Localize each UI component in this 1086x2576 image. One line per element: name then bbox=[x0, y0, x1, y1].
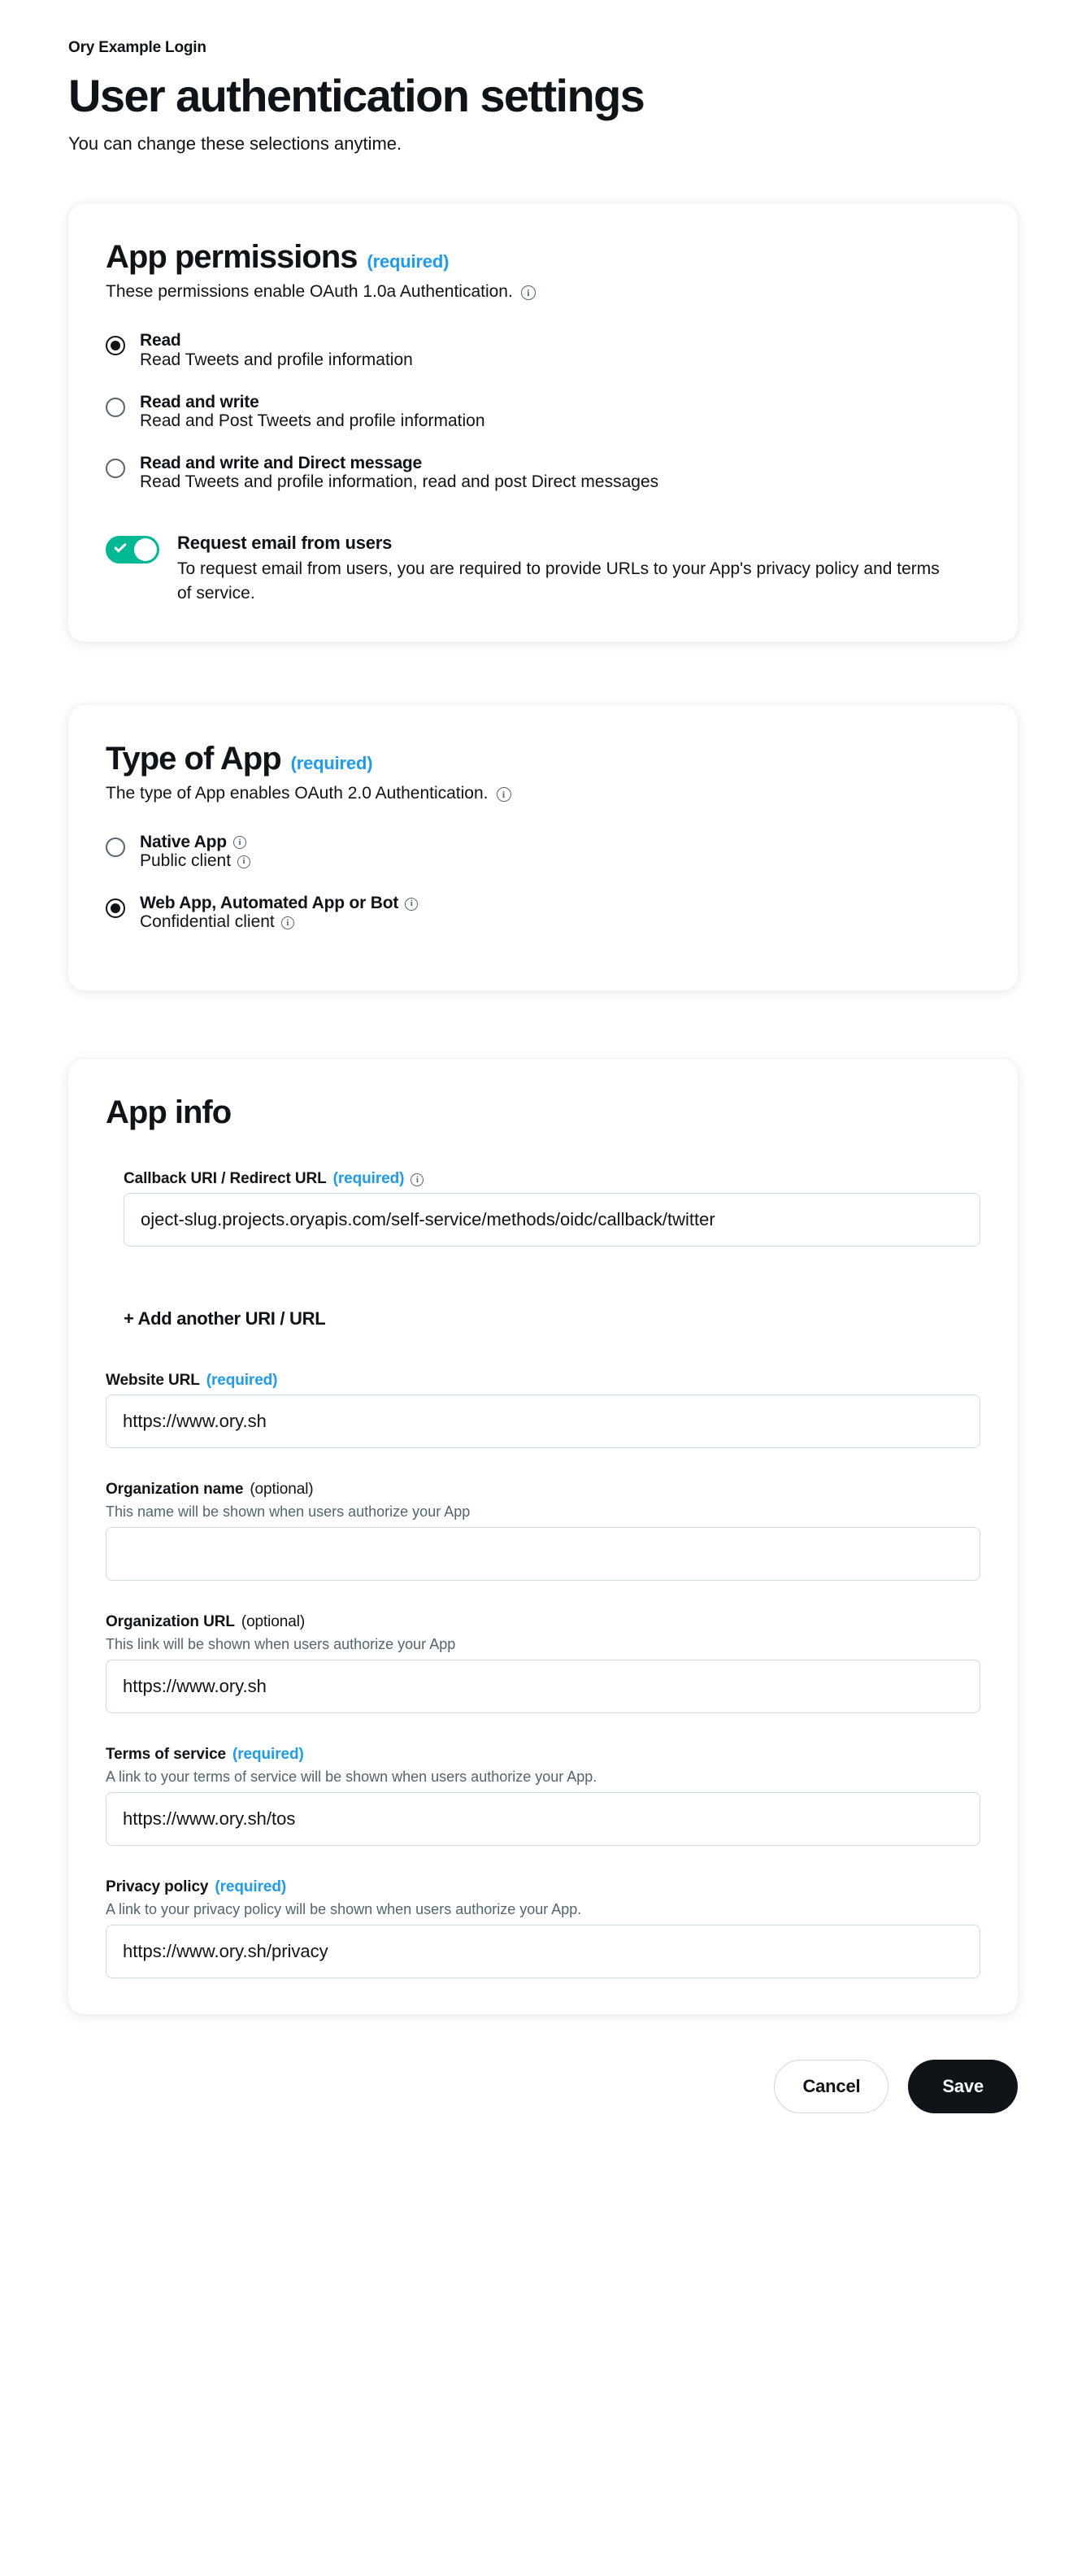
organization-name-optional-tag: (optional) bbox=[250, 1481, 314, 1499]
website-url-label bbox=[106, 1372, 980, 1390]
callback-uri-required-tag: (required) bbox=[332, 1170, 405, 1188]
cancel-button[interactable]: Cancel bbox=[774, 2060, 888, 2113]
callback-uri-label-text: Callback URI / Redirect URL bbox=[124, 1170, 327, 1188]
organization-url-help: This link will be shown when users authorize your App bbox=[106, 1636, 456, 1653]
organization-url-label bbox=[106, 1613, 980, 1631]
website-url-label-text: Website URL bbox=[106, 1372, 200, 1390]
radio-option-native-app[interactable] bbox=[106, 833, 980, 871]
terms-of-service-label-text: Terms of service bbox=[106, 1746, 227, 1764]
app-permissions-description bbox=[106, 282, 980, 302]
privacy-policy-help: A link to your privacy policy will be shown when users authorize your App. bbox=[106, 1901, 582, 1918]
organization-url-field bbox=[106, 1613, 980, 1713]
radio-option-web-app[interactable] bbox=[106, 894, 980, 932]
app-permissions-title bbox=[106, 239, 980, 276]
terms-of-service-label bbox=[106, 1746, 980, 1764]
organization-name-help: This name will be shown when users authorize your App bbox=[106, 1503, 471, 1521]
radio-sublabel: Read Tweets and profile information, read and post Direct messages bbox=[140, 472, 659, 492]
info-icon[interactable]: i bbox=[405, 898, 418, 911]
info-icon[interactable]: i bbox=[237, 855, 250, 868]
website-url-required-tag: (required) bbox=[206, 1372, 278, 1390]
organization-name-label bbox=[106, 1481, 980, 1499]
radio-label bbox=[140, 894, 418, 912]
request-email-description: To request email from users, you are required to provide URLs to your App's privacy policy and terms of service. bbox=[177, 559, 940, 603]
website-url-input[interactable] bbox=[106, 1395, 980, 1448]
type-of-app-description-text: The type of App enables OAuth 2.0 Authentication. bbox=[106, 783, 489, 803]
privacy-policy-required-tag: (required) bbox=[215, 1878, 287, 1896]
privacy-policy-label-text: Privacy policy bbox=[106, 1878, 209, 1896]
app-info-card bbox=[68, 1059, 1018, 2014]
radio-indicator[interactable] bbox=[106, 336, 125, 355]
callback-uri-label bbox=[124, 1170, 980, 1188]
callback-uri-input[interactable] bbox=[124, 1193, 980, 1247]
info-icon[interactable]: i bbox=[497, 787, 511, 802]
type-of-app-required-tag: (required) bbox=[290, 752, 373, 773]
app-info-title-text: App info bbox=[106, 1094, 232, 1131]
app-permissions-description-text: These permissions enable OAuth 1.0a Authentication. bbox=[106, 282, 513, 302]
radio-label: Read and write bbox=[140, 392, 259, 411]
radio-option-read[interactable] bbox=[106, 331, 980, 369]
radio-text bbox=[140, 393, 485, 431]
radio-label-text: Native App bbox=[140, 832, 227, 851]
add-another-uri-button[interactable]: + Add another URI / URL bbox=[124, 1308, 326, 1329]
radio-option-read-write[interactable] bbox=[106, 393, 980, 431]
radio-indicator[interactable] bbox=[106, 838, 125, 857]
radio-label: Read bbox=[140, 331, 181, 350]
request-email-toggle[interactable] bbox=[106, 536, 159, 564]
privacy-policy-label bbox=[106, 1878, 980, 1896]
terms-of-service-input[interactable] bbox=[106, 1792, 980, 1846]
brand-label: Ory Example Login bbox=[68, 39, 206, 56]
page-subtitle: You can change these selections anytime. bbox=[68, 133, 402, 154]
radio-sublabel-text: Public client bbox=[140, 851, 232, 870]
request-email-toggle-row[interactable] bbox=[106, 533, 980, 606]
info-icon[interactable]: i bbox=[281, 916, 294, 929]
page-title: User authentication settings bbox=[68, 70, 645, 121]
type-of-app-description bbox=[106, 784, 980, 803]
radio-indicator[interactable] bbox=[106, 459, 125, 478]
radio-sublabel bbox=[140, 912, 418, 932]
check-icon bbox=[114, 540, 127, 553]
radio-sublabel-text: Confidential client bbox=[140, 912, 275, 932]
organization-name-input[interactable] bbox=[106, 1527, 980, 1581]
website-url-field bbox=[106, 1372, 980, 1448]
radio-label bbox=[140, 833, 250, 851]
organization-name-label-text: Organization name bbox=[106, 1481, 244, 1499]
form-actions bbox=[68, 2060, 1018, 2113]
type-of-app-title bbox=[106, 741, 980, 777]
app-permissions-radio-group bbox=[106, 331, 980, 492]
organization-url-optional-tag: (optional) bbox=[241, 1613, 306, 1631]
save-button[interactable]: Save bbox=[908, 2060, 1018, 2113]
radio-indicator[interactable] bbox=[106, 398, 125, 417]
request-email-title: Request email from users bbox=[177, 533, 393, 554]
radio-sublabel: Read Tweets and profile information bbox=[140, 350, 413, 369]
radio-text bbox=[140, 331, 413, 369]
organization-url-label-text: Organization URL bbox=[106, 1613, 235, 1631]
radio-option-read-write-dm[interactable] bbox=[106, 454, 980, 492]
radio-label-text: Web App, Automated App or Bot bbox=[140, 894, 399, 913]
type-of-app-card bbox=[68, 705, 1018, 990]
radio-label: Read and write and Direct message bbox=[140, 453, 423, 472]
page-header bbox=[0, 0, 1086, 154]
request-email-text bbox=[177, 533, 958, 606]
radio-text bbox=[140, 894, 418, 932]
app-permissions-title-text: App permissions bbox=[106, 239, 358, 276]
radio-sublabel bbox=[140, 851, 250, 871]
callback-uri-field bbox=[106, 1170, 980, 1247]
type-of-app-title-text: Type of App bbox=[106, 740, 281, 777]
radio-sublabel: Read and Post Tweets and profile information bbox=[140, 411, 485, 430]
privacy-policy-input[interactable] bbox=[106, 1925, 980, 1978]
radio-text bbox=[140, 454, 658, 492]
terms-of-service-required-tag: (required) bbox=[232, 1746, 304, 1764]
type-of-app-radio-group bbox=[106, 833, 980, 932]
organization-name-field bbox=[106, 1481, 980, 1581]
radio-indicator[interactable] bbox=[106, 899, 125, 918]
organization-url-input[interactable] bbox=[106, 1660, 980, 1713]
app-permissions-card bbox=[68, 203, 1018, 641]
terms-of-service-field bbox=[106, 1746, 980, 1846]
info-icon[interactable]: i bbox=[233, 836, 246, 849]
info-icon[interactable]: i bbox=[521, 285, 536, 300]
app-info-title bbox=[106, 1094, 980, 1131]
app-permissions-required-tag: (required) bbox=[367, 251, 450, 272]
terms-of-service-help: A link to your terms of service will be shown when users authorize your App. bbox=[106, 1769, 597, 1786]
info-icon[interactable]: i bbox=[411, 1173, 424, 1186]
toggle-knob bbox=[134, 538, 157, 561]
privacy-policy-field bbox=[106, 1878, 980, 1978]
radio-text bbox=[140, 833, 250, 871]
